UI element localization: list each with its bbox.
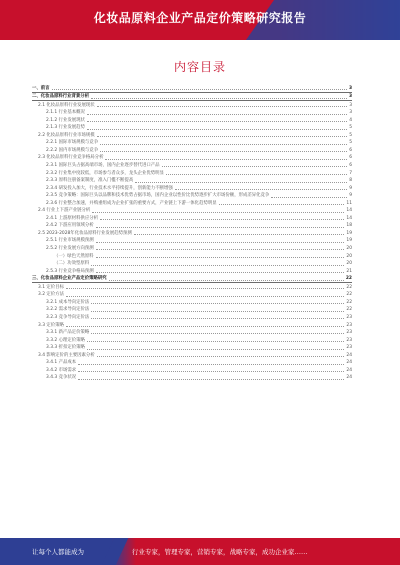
- toc-entry-label: 2.5.2 行业发展方向预测: [46, 246, 94, 252]
- footer-roles: 行业专家，管理专家，营销专家，战略专家，成功企业家……: [132, 548, 308, 556]
- toc-entry-page: 22: [345, 276, 352, 282]
- toc-entry[interactable]: [32, 344, 352, 352]
- toc-leader-dots: [78, 364, 344, 365]
- toc-entry-label: 3.3.3 折扣定价策略: [46, 345, 85, 351]
- toc-entry-page: 11: [346, 200, 352, 206]
- toc-heading: 内容目录: [173, 60, 226, 74]
- toc-leader-dots: [135, 182, 347, 183]
- toc-leader-dots: [78, 371, 344, 372]
- toc-leader-dots: [271, 197, 347, 198]
- toc-entry[interactable]: [32, 321, 352, 329]
- toc-leader-dots: [92, 212, 344, 213]
- toc-entry[interactable]: [32, 237, 352, 245]
- toc-entry-label: 2.3 化妆品原料行业竞争格局分析: [38, 155, 104, 161]
- toc-entry-page: 6: [349, 163, 352, 169]
- toc-entry-page: 3: [348, 94, 352, 100]
- toc-leader-dots: [52, 89, 347, 90]
- toc-entry[interactable]: [32, 229, 352, 237]
- toc-leader-dots: [87, 349, 344, 350]
- toc-entry[interactable]: [32, 109, 352, 117]
- toc-leader-dots: [219, 204, 345, 205]
- toc-entry-label: 2.5.3 行业竞争格局预测: [46, 268, 94, 274]
- toc-entry[interactable]: [32, 244, 352, 252]
- toc-entry-label: 3.4.3 竞争状况: [46, 375, 77, 381]
- toc-entry[interactable]: [32, 169, 352, 177]
- toc-leader-dots: [91, 333, 344, 334]
- footer-decor-divider: [102, 538, 129, 565]
- toc-entry[interactable]: [32, 146, 352, 154]
- toc-entry-label: 3.2.2 需求导向定价法: [46, 307, 90, 313]
- toc-entry-page: 14: [346, 215, 352, 221]
- toc-entry-page: 22: [346, 284, 352, 290]
- toc-leader-dots: [162, 166, 348, 167]
- toc-entry[interactable]: [32, 374, 352, 382]
- toc-entry-label: 2.1.3 行业发展趋势: [46, 125, 85, 131]
- toc-leader-dots: [78, 379, 344, 380]
- toc-entry-page: 5: [349, 132, 352, 138]
- toc-entry-page: 5: [349, 125, 352, 131]
- toc-entry-page: 23: [346, 345, 352, 351]
- toc-entry[interactable]: [32, 329, 352, 337]
- toc-entry-label: 2.3.6 行业整合加速，并购重组成为企业扩张的重要方式，产业链上下游一体化趋势明显: [46, 200, 217, 206]
- toc-entry-label: 3.1 定价目标: [38, 284, 64, 290]
- footer-banner: [0, 538, 400, 565]
- toc-entry-label: 一、前言: [32, 85, 50, 91]
- toc-leader-dots: [96, 272, 345, 273]
- toc-leader-dots: [100, 144, 347, 145]
- toc-entry-page: 3: [349, 110, 352, 116]
- toc-leader-dots: [97, 356, 345, 357]
- toc-entry-label: 2.4 行业上下游产业链分析: [38, 208, 91, 214]
- toc-leader-dots: [87, 121, 347, 122]
- toc-entry-label: 2.2.2 国内市场规模与竞争: [46, 147, 99, 153]
- report-title: 化妆品原料企业产品定价策略研究报告: [93, 11, 307, 25]
- toc-entry-page: 24: [346, 352, 352, 358]
- toc-entry[interactable]: [32, 359, 352, 367]
- toc-leader-dots: [66, 288, 344, 289]
- toc-entry-page: 20: [346, 261, 352, 267]
- toc-leader-dots: [91, 318, 344, 319]
- toc-leader-dots: [109, 280, 344, 281]
- toc-entry-label: 2.1 化妆品原料行业发展现状: [38, 102, 95, 108]
- toc-entry[interactable]: [32, 291, 352, 299]
- toc-leader-dots: [96, 242, 345, 243]
- toc-entry-page: 9: [349, 185, 352, 191]
- toc-entry-label: 三、化妆品原料企业产品定价策略研究: [32, 276, 107, 282]
- toc-entry-page: 20: [346, 253, 352, 259]
- toc-entry[interactable]: [32, 267, 352, 275]
- toc-entry-page: 23: [346, 330, 352, 336]
- toc-entry-label: 2.3.5 竞争策略：国际巨头以品牌和技术优势占据市场，国内企业以性价比优势逐步扩大市场份额，形成差异化竞争: [46, 193, 270, 199]
- toc-entry-label: 3.3.2 心理定价策略: [46, 337, 85, 343]
- toc-entry[interactable]: [32, 366, 352, 374]
- toc-entry[interactable]: [32, 131, 352, 139]
- toc-entry-label: 3.4 影响定价的主要因素分析: [38, 352, 95, 358]
- toc-leader-dots: [97, 136, 348, 137]
- toc-entry[interactable]: [32, 214, 352, 222]
- toc-entry[interactable]: [32, 336, 352, 344]
- toc-entry-page: 20: [346, 246, 352, 252]
- toc-entry[interactable]: [32, 124, 352, 132]
- toc-entry-page: 9: [349, 193, 352, 199]
- toc-leader-dots: [100, 219, 344, 220]
- toc-entry-page: 3: [349, 102, 352, 108]
- toc-entry-page: 14: [346, 208, 352, 214]
- toc-entry-label: 2.1.1 行业基本概况: [46, 110, 85, 116]
- toc-entry-label: 3.2.3 竞争导向定价法: [46, 314, 90, 320]
- toc-entry-label: 2.4.1 上游原材料供应分析: [46, 215, 99, 221]
- toc-entry-page: 23: [346, 314, 352, 320]
- toc-entry-page: 22: [346, 292, 352, 298]
- toc-entry-page: 19: [346, 230, 352, 236]
- toc-leader-dots: [100, 151, 347, 152]
- toc-entry-page: 23: [346, 322, 352, 328]
- footer-slogan: 让每个人都能成为: [32, 548, 84, 556]
- toc-entry-label: 3.4.2 市场需求: [46, 367, 77, 373]
- toc-entry-label: 2.2 化妆品原料行业市场规模: [38, 132, 95, 138]
- toc-leader-dots: [175, 189, 347, 190]
- toc-leader-dots: [91, 265, 344, 266]
- toc-entry-page: 21: [346, 268, 352, 274]
- toc-entry-label: 3.4.1 产品成本: [46, 360, 77, 366]
- toc-leader-dots: [134, 234, 345, 235]
- toc-entry[interactable]: [32, 298, 352, 306]
- toc-entry-page: 24: [346, 375, 352, 381]
- toc-entry-label: 2.5.1 行业市场规模预测: [46, 238, 94, 244]
- toc-entry[interactable]: [32, 207, 352, 215]
- toc-entry[interactable]: [32, 154, 352, 162]
- toc-leader-dots: [91, 311, 344, 312]
- toc-entry-page: 19: [346, 238, 352, 244]
- toc-leader-dots: [91, 98, 347, 99]
- toc-entry-label: 3.2.1 成本导向定价法: [46, 299, 90, 305]
- toc-entry-page: 8: [349, 178, 352, 184]
- toc-entry-label: 3.2 定价方法: [38, 292, 64, 298]
- toc-entry-label: 2.2.1 国际市场规模与竞争: [46, 140, 99, 146]
- toc-entry-label: 2.3.4 研发投入加大，行业技术水平持续提升，创新能力不断增强: [46, 185, 173, 191]
- toc-entry-label: （一）绿色天然原料: [54, 253, 94, 259]
- toc-entry[interactable]: [32, 93, 352, 102]
- toc-entry[interactable]: [32, 139, 352, 147]
- toc-leader-dots: [66, 326, 344, 327]
- toc-entry-page: 6: [349, 147, 352, 153]
- toc-entry-page: 4: [349, 117, 352, 123]
- toc-entry-label: （二）功效型原料: [54, 261, 90, 267]
- toc-entry[interactable]: [32, 177, 352, 185]
- toc-entry[interactable]: [32, 313, 352, 321]
- toc-entry[interactable]: [32, 222, 352, 230]
- toc-leader-dots: [166, 174, 347, 175]
- toc-entry-page: 7: [349, 170, 352, 176]
- toc-entry-page: 22: [346, 307, 352, 313]
- toc-entry-page: 23: [346, 337, 352, 343]
- toc-entry-label: 2.1.2 行业发展现状: [46, 117, 85, 123]
- toc-leader-dots: [87, 341, 344, 342]
- toc-leader-dots: [66, 296, 344, 297]
- toc-entry[interactable]: [32, 199, 352, 207]
- toc-entry-label: 2.5 2023-2028年化妆品原料行业发展趋势预测: [38, 230, 132, 236]
- toc-entry[interactable]: [32, 116, 352, 124]
- toc-entry-page: 24: [346, 360, 352, 366]
- toc-entry[interactable]: [32, 184, 352, 192]
- toc-entry[interactable]: [32, 306, 352, 314]
- toc-entry[interactable]: [32, 84, 352, 93]
- toc-leader-dots: [105, 159, 347, 160]
- toc-entry-label: 2.3.1 国际巨头占据高端市场，国内企业逐步替代进口产品: [46, 163, 160, 169]
- toc-entry[interactable]: [32, 275, 352, 284]
- toc-leader-dots: [97, 106, 348, 107]
- toc-entry[interactable]: [32, 192, 352, 200]
- toc-entry[interactable]: [32, 252, 352, 260]
- toc-entry-label: 2.3.2 行业集中度较低，市场参与者众多，龙头企业优势明显: [46, 170, 164, 176]
- toc-entry-page: 22: [346, 299, 352, 305]
- toc-entry-label: 3.3.1 新产品定价策略: [46, 330, 90, 336]
- table-of-contents: [32, 84, 352, 381]
- toc-entry-label: 3.3 定价策略: [38, 322, 64, 328]
- toc-leader-dots: [87, 114, 347, 115]
- toc-entry-page: 5: [349, 140, 352, 146]
- toc-entry-page: 3: [348, 85, 352, 91]
- toc-entry-page: 18: [346, 223, 352, 229]
- toc-entry-page: 6: [349, 155, 352, 161]
- toc-entry-label: 二、化妆品原料行业背景分析: [32, 94, 90, 100]
- toc-leader-dots: [96, 227, 345, 228]
- toc-entry-label: 2.3.3 原料注册备案制度，准入门槛不断提高: [46, 178, 134, 184]
- toc-entry[interactable]: [32, 283, 352, 291]
- toc-leader-dots: [87, 129, 347, 130]
- toc-entry-label: 2.4.2 下游应用领域分析: [46, 223, 94, 229]
- toc-leader-dots: [96, 249, 345, 250]
- toc-leader-dots: [96, 257, 345, 258]
- toc-entry[interactable]: [32, 161, 352, 169]
- toc-entry[interactable]: [32, 351, 352, 359]
- report-header-banner: [0, 0, 400, 40]
- toc-leader-dots: [91, 303, 344, 304]
- toc-entry[interactable]: [32, 101, 352, 109]
- toc-entry[interactable]: [32, 260, 352, 268]
- toc-entry-page: 24: [346, 367, 352, 373]
